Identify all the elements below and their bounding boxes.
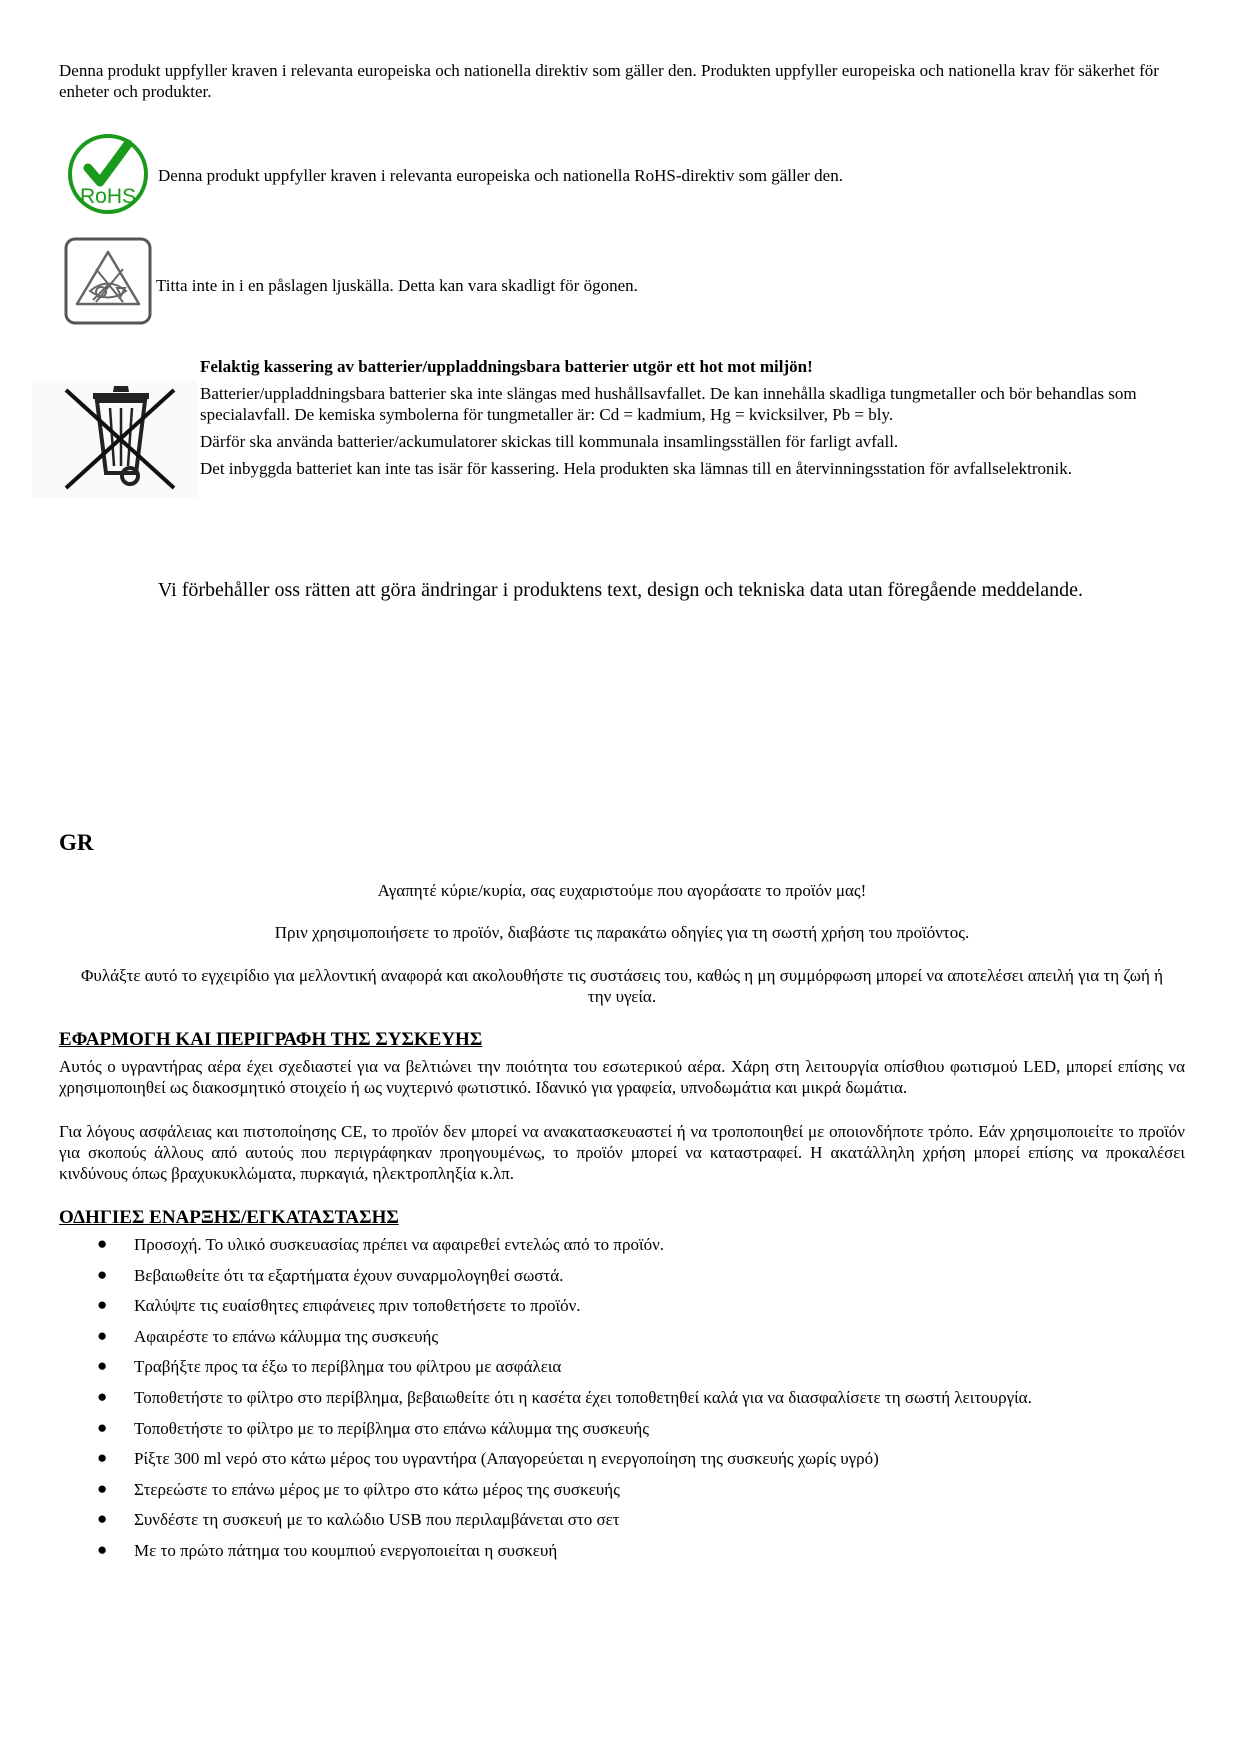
battery-disposal-block <box>200 356 1185 485</box>
bullet-icon: ● <box>97 1478 108 1498</box>
list-item <box>59 1326 1185 1357</box>
list-item <box>59 1540 1185 1571</box>
list-item <box>59 1234 1185 1265</box>
rohs-text: Denna produkt uppfyller kraven i relevanta europeiska och nationella RoHS-direktiv som gäller den. <box>158 166 843 185</box>
list-item-text: Στερεώστε το επάνω μέρος με το φίλτρο στο κάτω μέρος της συσκευής <box>134 1479 620 1499</box>
list-item-text: Με το πρώτο πάτημα του κουμπιού ενεργοποιείται η συσκευή <box>134 1540 558 1560</box>
list-item-text: Τοποθετήστε το φίλτρο με το περίβλημα στο επάνω κάλυμμα της συσκευής <box>134 1418 649 1438</box>
bullet-icon: ● <box>97 1386 108 1406</box>
list-item-text: Τοποθετήστε το φίλτρο στο περίβλημα, βεβαιωθείτε ότι η κασέτα έχει τοποθετηθεί καλά για να διασφαλίσετε τη σωστή λειτουργία. <box>134 1387 1032 1407</box>
list-item <box>59 1509 1185 1540</box>
list-item <box>59 1356 1185 1387</box>
list-item <box>59 1479 1185 1510</box>
rohs-checkmark-icon <box>66 132 150 216</box>
greeting-line: Αγαπητέ κύριε/κυρία, σας ευχαριστούμε που αγοράσατε το προϊόν μας! <box>377 881 867 900</box>
greeting-line: Φυλάξτε αυτό το εγχειρίδιο για μελλοντική αναφορά και ακολουθήστε τις συστάσεις του, καθώς η μη συμμόρφωση μπορεί να αποτελέσει απειλή για τη ζωή ή την υγεία. <box>81 966 1163 1006</box>
battery-disposal-paragraph: Det inbyggda batteriet kan inte tas isär för kassering. Hela produkten ska lämnas till en återvinningsstation för avfallselektronik. <box>200 459 1072 478</box>
list-item-text: Καλύψτε τις ευαίσθητες επιφάνειες πριν τοποθετήσετε το προϊόν. <box>134 1296 581 1316</box>
list-item-text: Βεβαιωθείτε ότι τα εξαρτήματα έχουν συναρμολογηθεί σωστά. <box>134 1265 564 1285</box>
bullet-icon: ● <box>97 1264 108 1284</box>
bullet-icon: ● <box>97 1448 108 1468</box>
application-heading: ΕΦΑΡΜΟΓΗ ΚΑΙ ΠΕΡΙΓΡΑΦΗ ΤΗΣ ΣΥΣΚΕΥΗΣ <box>59 1029 483 1050</box>
bullet-icon: ● <box>97 1234 108 1253</box>
bullet-icon: ● <box>97 1325 108 1345</box>
startup-heading: ΟΔΗΓΙΕΣ ΕΝΑΡΞΗΣ/ΕΓΚΑΤΑΣΤΑΣΗΣ <box>59 1207 399 1228</box>
crossed-bin-icon <box>32 380 197 498</box>
list-item-text: Προσοχή. Το υλικό συσκευασίας πρέπει να αφαιρεθεί εντελώς από το προϊόν. <box>134 1235 665 1254</box>
list-item-text: Αφαιρέστε το επάνω κάλυμμα της συσκευής <box>134 1326 439 1346</box>
rohs-icon-label: RoHS <box>79 185 137 208</box>
list-item-text: Τραβήξτε προς τα έξω το περίβλημα του φίλτρου με ασφάλεια <box>134 1357 562 1377</box>
application-paragraph: Για λόγους ασφάλειας και πιστοποίησης CE, το προϊόν δεν μπορεί να ανακατασκευαστεί ή να τροποποιηθεί με οποιονδήποτε τρόπο. Εάν χρησιμοποιείτε το προϊόν για σκοπούς άλλους από αυτούς που περιγράφηκαν προηγουμένως, το προϊόν μπορεί να καταστραφεί. Η ακατάλληλη χρήση μπορεί επίσης να προκαλέσει κινδύνους όπως βραχυκυκλώματα, πυρκαγιά, ηλεκτροπληξία κ.λπ. <box>59 1122 1185 1183</box>
reservation-notice: Vi förbehåller oss rätten att göra ändringar i produktens text, design och tekniska data utan föregående meddelande. <box>157 579 1084 601</box>
bullet-icon: ● <box>97 1295 108 1315</box>
bullet-icon: ● <box>97 1509 108 1529</box>
list-item <box>59 1387 1185 1418</box>
list-item <box>59 1418 1185 1449</box>
greeting-line: Πριν χρησιμοποιήσετε το προϊόν, διαβάστε τις παρακάτω οδηγίες για τη σωστή χρήση του προϊόντος. <box>274 923 970 942</box>
eye-hazard-icon <box>63 236 153 326</box>
application-paragraph: Αυτός ο υγραντήρας αέρα έχει σχεδιαστεί για να βελτιώνει την ποιότητα του εσωτερικού αέρα. Χάρη στη λειτουργία οπίσθιου φωτισμού LED, μπορεί επίσης να χρησιμοποιηθεί ως διακοσμητικό στοιχείο ή ως νυχτερινό φωτιστικό. Ιδανικό για γραφεία, υπνοδωμάτια και μικρά δωμάτια. <box>59 1057 1185 1097</box>
list-item-text: Ρίξτε 300 ml νερό στο κάτω μέρος του υγραντήρα (Απαγορεύεται η ενεργοποίηση της συσκευής χωρίς υγρό) <box>134 1449 879 1469</box>
list-item <box>59 1265 1185 1296</box>
eye-hazard-text: Titta inte in i en påslagen ljuskälla. Detta kan vara skadligt för ögonen. <box>156 276 638 295</box>
bullet-icon: ● <box>97 1539 108 1559</box>
list-item <box>59 1448 1185 1479</box>
bullet-icon: ● <box>97 1417 108 1437</box>
battery-disposal-paragraph: Batterier/uppladdningsbara batterier ska inte slängas med hushållsavfallet. De kan innehålla skadliga tungmetaller och bör behandlas som specialavfall. De kemiska symbolerna för tungmetaller är: Cd = kadmium, Hg = kvicksilver, Pb = bly. <box>200 384 1137 424</box>
language-code-heading: GR <box>59 830 94 855</box>
list-item-text: Συνδέστε τη συσκευή με το καλώδιο USB που περιλαμβάνεται στο σετ <box>134 1510 620 1530</box>
battery-disposal-paragraph: Därför ska använda batterier/ackumulatorer skickas till kommunala insamlingsställen för farligt avfall. <box>200 432 899 451</box>
startup-list <box>59 1234 1185 1571</box>
battery-disposal-title: Felaktig kassering av batterier/uppladdningsbara batterier utgör ett hot mot miljön! <box>200 357 813 376</box>
list-item <box>59 1295 1185 1326</box>
ce-compliance-text: Denna produkt uppfyller kraven i relevanta europeiska och nationella direktiv som gäller den. Produkten uppfyller europeiska och nationella krav för säkerhet för enheter och produkter. <box>59 61 1159 101</box>
bullet-icon: ● <box>97 1356 108 1376</box>
